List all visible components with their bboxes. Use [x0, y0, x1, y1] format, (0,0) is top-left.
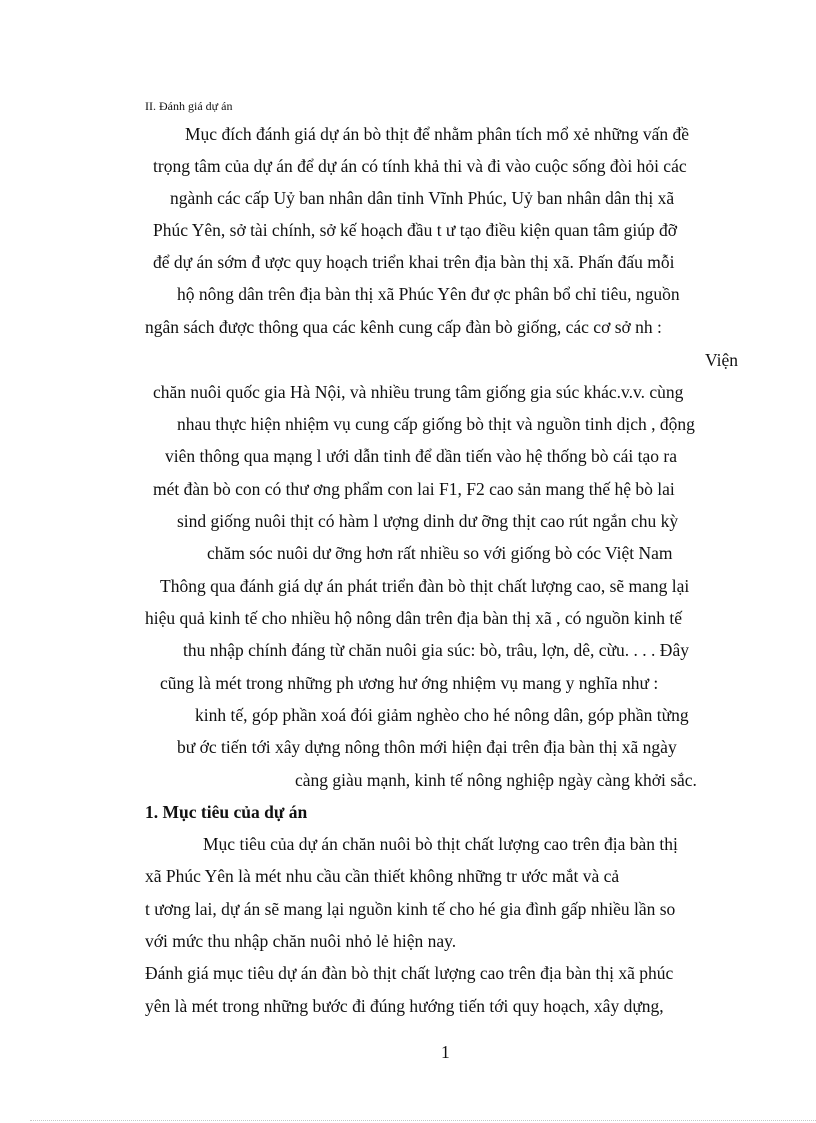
- text-line: t ương lai, dự án sẽ mang lại nguồn kinh tế cho hé gia đình gấp nhiều lần so: [145, 899, 676, 919]
- text-line: kinh tế, góp phần xoá đói giảm nghèo cho hé nông dân, góp phần từng: [195, 705, 689, 725]
- text-line: hộ nông dân trên địa bàn thị xã Phúc Yên đư ợc phân bổ chỉ tiêu, nguồn: [177, 284, 680, 304]
- text-line: thu nhập chính đáng từ chăn nuôi gia súc: bò, trâu, lợn, dê, cừu. . . . Đây: [183, 640, 689, 660]
- text-line: hiệu quả kinh tế cho nhiều hộ nông dân trên địa bàn thị xã , có nguồn kinh tế: [145, 608, 683, 628]
- section-heading: II. Đánh giá dự án: [145, 99, 233, 113]
- text-line: cũng là mét trong những ph ương hư ớng nhiệm vụ mang y nghĩa như :: [160, 673, 659, 693]
- text-line: Mục tiêu của dự án chăn nuôi bò thịt chất lượng cao trên địa bàn thị: [203, 834, 678, 854]
- text-line: Thông qua đánh giá dự án phát triển đàn bò thịt chất lượng cao, sẽ mang lại: [160, 576, 690, 596]
- text-line: chăn nuôi quốc gia Hà Nội, và nhiều trung tâm giống gia súc khác.v.v. cùng: [153, 382, 684, 402]
- text-line: càng giàu mạnh, kinh tế nông nghiệp ngày càng khởi sắc.: [295, 770, 697, 790]
- text-line: viên thông qua mạng l ưới dẫn tinh để dần tiến vào hệ thống bò cái tạo ra: [165, 446, 678, 466]
- text-line: Đánh giá mục tiêu dự án đàn bò thịt chất lượng cao trên địa bàn thị xã phúc: [145, 963, 674, 983]
- text-line: Phúc Yên, sở tài chính, sở kế hoạch đầu t ư tạo điều kiện quan tâm giúp đỡ: [153, 220, 678, 240]
- text-line: yên là mét trong những bước đi đúng hướng tiến tới quy hoạch, xây dựng,: [145, 996, 664, 1016]
- page-number: 1: [441, 1042, 450, 1062]
- text-line: Viện: [705, 350, 738, 370]
- text-line: mét đàn bò con có thư ơng phẩm con lai F1, F2 cao sản mang thế hệ bò lai: [153, 479, 675, 499]
- text-line: để dự án sớm đ ược quy hoạch triển khai trên địa bàn thị xã. Phấn đấu mỗi: [153, 252, 675, 272]
- text-line: ngân sách được thông qua các kênh cung cấp đàn bò giống, các cơ sở nh :: [145, 317, 662, 337]
- text-line: chăm sóc nuôi dư ỡng hơn rất nhiều so với giống bò cóc Việt Nam: [207, 543, 673, 563]
- text-line: trọng tâm của dự án để dự án có tính khả thi và đi vào cuộc sống đòi hỏi các: [153, 156, 687, 176]
- text-line: bư ớc tiến tới xây dựng nông thôn mới hiện đại trên địa bàn thị xã ngày: [177, 737, 677, 757]
- text-line: Mục đích đánh giá dự án bò thịt để nhằm phân tích mổ xẻ những vấn đề: [185, 124, 689, 144]
- text-line: sind giống nuôi thịt có hàm l ượng dinh dư ỡng thịt cao rút ngắn chu kỳ: [177, 511, 679, 531]
- text-line: với mức thu nhập chăn nuôi nhỏ lẻ hiện nay.: [145, 931, 457, 951]
- text-line: xã Phúc Yên là mét nhu cầu cần thiết không những tr ước mắt và cả: [145, 866, 620, 886]
- page-bottom-divider: [30, 1120, 816, 1121]
- text-line: ngành các cấp Uỷ ban nhân dân tỉnh Vĩnh Phúc, Uỷ ban nhân dân thị xã: [170, 188, 675, 208]
- subheading-project-goals: 1. Mục tiêu của dự án: [145, 802, 308, 822]
- text-line: nhau thực hiện nhiệm vụ cung cấp giống bò thịt và nguồn tinh dịch , động: [177, 414, 695, 434]
